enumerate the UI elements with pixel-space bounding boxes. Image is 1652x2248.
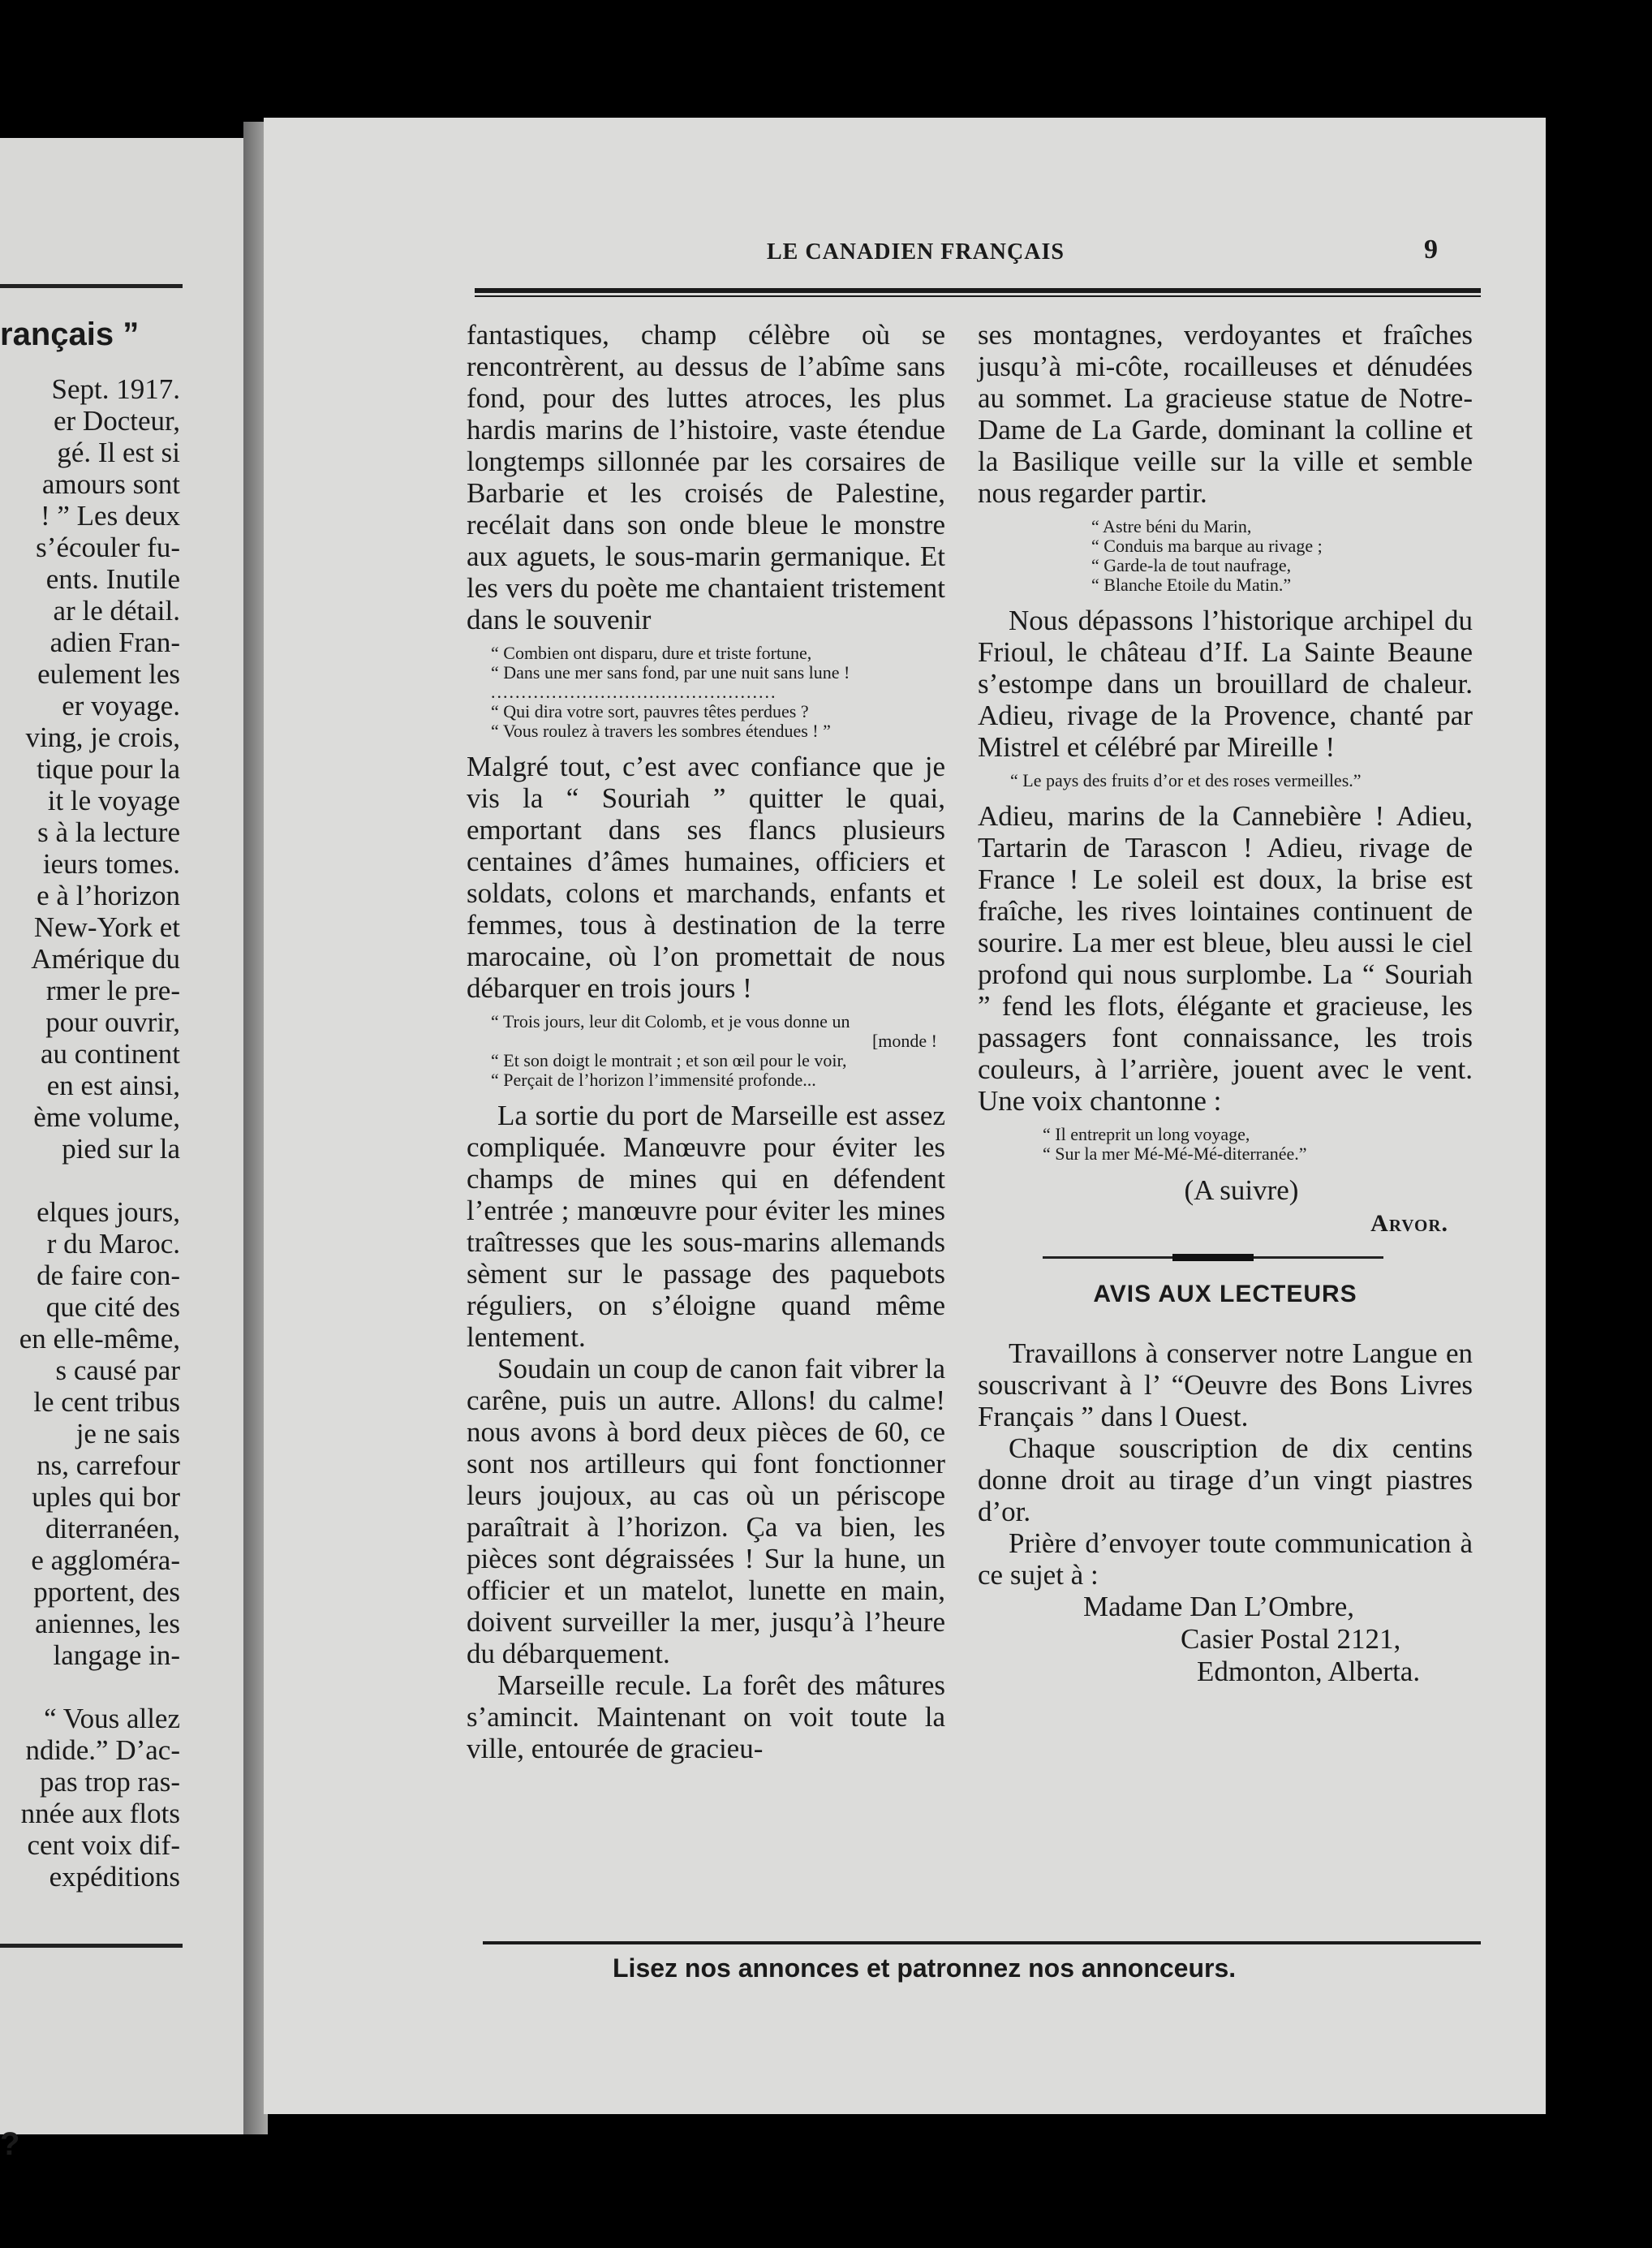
left-page-line: ndide.” D’ac-	[25, 1734, 180, 1766]
section-separator	[1043, 1251, 1383, 1264]
verse-quote	[978, 771, 1473, 790]
paragraph: Malgré tout, c’est avec confiance que je vis la “ Souriah ” quitter le quai, emportant dans ses flancs plusieurs centaines d’âmes humaines, officiers et soldats, colons et marchands, enfants et femmes, tous à destination de la terre marocaine, où l’on promettait de nous débarquer en trois jours !	[467, 751, 945, 1004]
paragraph: ses montagnes, verdoyantes et fraîches jusqu’à mi-côte, rocailleuses et dénudées au sommet. La gracieuse statue de Notre-Dame de La Garde, dominant la colline et la Basilique veille sur la ville et semble nous regarder partir.	[978, 319, 1473, 509]
left-page-line: cent voix dif-	[27, 1829, 180, 1861]
left-page-line: en est ainsi,	[46, 1070, 180, 1101]
verse-line: “ Perçait de l’horizon l’immensité profonde...	[491, 1070, 816, 1090]
left-page-line: ieurs tomes.	[42, 848, 180, 880]
left-page-line: ents. Inutile	[45, 563, 180, 595]
left-page-line: New-York et	[33, 911, 180, 943]
paragraph: Soudain un coup de canon fait vibrer la carêne, puis un autre. Allons! du calme! nous avons à bord deux pièces de 60, ce sont nos artilleurs qui font fonctionner leurs joujoux, au cas où un périscope paraîtrait à l’horizon. Ça va bien, les pièces sont dégraissées ! Sur la hune, un officier et un matelot, lunette en main, doivent surveiller la mer, jusqu’à l’heure du débarquement.	[467, 1353, 945, 1669]
left-page-line: ème volume,	[33, 1101, 180, 1133]
left-page-line: s à la lecture	[37, 816, 180, 848]
paragraph: fantastiques, champ célèbre où se rencontrèrent, au dessus de l’abîme sans fond, pour des luttes atroces, les plus hardis marins de l’histoire, vaste étendue longtemps sillonnée par les corsaires de Barbarie et les croisés de Palestine, recélait dans son onde bleue le monstre aux aguets, le sous-marin germanique. Et les vers du poète me chantaient tristement dans le souvenir	[467, 319, 945, 635]
running-title: LE CANADIEN FRANÇAIS	[767, 239, 1065, 265]
verse-line: “ Blanche Etoile du Matin.”	[1091, 575, 1292, 595]
left-page-line: s causé par	[55, 1354, 180, 1386]
verse-quote	[978, 517, 1473, 595]
left-page-line: le cent tribus	[33, 1386, 180, 1418]
paragraph: La sortie du port de Marseille est assez compliquée. Manœuvre pour éviter les champs de mines qui en défendent l’entrée ; manœuvre pour éviter les mines traîtresses que les sous-marins allemands sèment sur le passage des paquebots réguliers, on s’éloigne quand même lentement.	[467, 1100, 945, 1353]
left-page-line: pas trop ras-	[39, 1766, 180, 1798]
left-page-line: aniennes, les	[35, 1608, 180, 1639]
left-page-line: pied sur la	[62, 1133, 180, 1165]
left-page-line: Sept. 1917.	[51, 373, 180, 405]
left-page-bottom-rule	[0, 1944, 183, 1948]
paragraph: Adieu, marins de la Cannebière ! Adieu, Tartarin de Tarascon ! Adieu, rivage de France ! Le soleil est doux, la brise est fraîche, les rives lointaines continuent de sourire. La mer est bleue, bleu aussi le ciel profond qui nous surplombe. La “ Souriah ” fend les flots, élégante et gracieuse, les passagers font connaissance, les trois couleurs, à l’arrière, jouent avec le vent. Une voix chantonne :	[978, 800, 1473, 1117]
footer-note: Lisez nos annonces et patronnez nos annonceurs.	[613, 1953, 1237, 1983]
verse-line: “ Le pays des fruits d’or et des roses vermeilles.”	[1010, 770, 1362, 790]
verse-line: “ Combien ont disparu, dure et triste fortune,	[491, 643, 812, 663]
author-signature: Arvor.	[1370, 1210, 1448, 1237]
verse-ellipsis: ...............................................	[491, 682, 777, 702]
left-page-line: ns, carrefour	[37, 1449, 180, 1481]
verse-line: “ Vous roulez à travers les sombres étendues ! ”	[491, 721, 831, 741]
left-page-line: eulement les	[37, 658, 180, 690]
left-page-line	[0, 1671, 180, 1703]
left-page-line: ! ” Les deux	[40, 500, 180, 532]
left-page-line: r du Maroc.	[46, 1228, 180, 1260]
left-page-line: pour ouvrir,	[45, 1006, 180, 1038]
left-page-line: er voyage.	[62, 690, 180, 721]
verse-line: “ Garde-la de tout naufrage,	[1091, 555, 1292, 575]
left-page-line: “ Vous allez	[44, 1703, 180, 1734]
verse-quote	[467, 1012, 945, 1090]
paragraph: Marseille recule. La forêt des mâtures s’amincit. Maintenant on voit toute la ville, entourée de gracieu-	[467, 1669, 945, 1764]
left-page-line: de faire con-	[37, 1260, 180, 1291]
verse-line: “ Il entreprit un long voyage,	[1043, 1124, 1250, 1144]
verse-line: “ Et son doigt le montrait ; et son œil pour le voir,	[491, 1050, 847, 1070]
left-page-line: que cité des	[45, 1291, 180, 1323]
left-page-line: e à l’horizon	[37, 880, 180, 911]
left-page-line	[0, 1165, 180, 1196]
left-page-line: rmer le pre-	[45, 975, 180, 1006]
notice-title: AVIS AUX LECTEURS	[1093, 1281, 1357, 1307]
left-page-line: en elle-même,	[19, 1323, 180, 1354]
verse-line: “ Qui dira votre sort, pauvres têtes perdues ?	[491, 701, 809, 721]
paragraph: Nous dépassons l’historique archipel du Frioul, le château d’If. La Sainte Beaune s’estompe dans un brouillard de chaleur. Adieu, rivage de la Provence, chanté par Mistrel et célébré par Mireille !	[978, 605, 1473, 763]
column-right	[978, 319, 1473, 1688]
left-page-title: rançais ”	[0, 317, 140, 352]
verse-line: “ Dans une mer sans fond, par une nuit sans lune !	[491, 662, 850, 683]
left-page-bottom-mark: ?	[0, 2126, 20, 2162]
left-page-line: nnée aux flots	[20, 1798, 180, 1829]
notice-paragraph: Chaque souscription de dix centins donne droit au tirage d’un vingt piastres d’or.	[978, 1432, 1473, 1527]
left-page-line: langage in-	[53, 1639, 180, 1671]
verse-line: “ Astre béni du Marin,	[1091, 516, 1252, 536]
verse-line: [monde !	[871, 1031, 937, 1051]
verse-quote	[467, 644, 945, 741]
left-page-line: je ne sais	[75, 1418, 180, 1449]
left-page-line: amours sont	[41, 468, 180, 500]
left-page-line: diterranéen,	[45, 1513, 180, 1544]
left-page-line: adien Fran-	[49, 627, 180, 658]
column-left	[467, 319, 945, 1764]
left-page-text	[0, 373, 180, 1893]
left-page-line: pportent, des	[33, 1576, 180, 1608]
magazine-page	[264, 118, 1546, 2114]
to-be-continued: (A suivre)	[1184, 1174, 1299, 1206]
header-rule-thin	[475, 295, 1481, 297]
left-page-top-rule	[0, 284, 183, 288]
verse-line: “ Conduis ma barque au rivage ;	[1091, 536, 1323, 556]
left-page-line: Amérique du	[31, 943, 180, 975]
separator-ornament	[1172, 1254, 1254, 1261]
left-page-line: e aggloméra-	[31, 1544, 180, 1576]
verse-quote	[978, 1125, 1473, 1164]
left-page-line: au continent	[40, 1038, 180, 1070]
left-page-line: uples qui bor	[32, 1481, 180, 1513]
left-page-line: ving, je crois,	[25, 721, 180, 753]
address-line: Madame Dan L’Ombre,	[1083, 1591, 1355, 1622]
left-page-line: elques jours,	[37, 1196, 180, 1228]
mailing-address	[978, 1591, 1473, 1688]
left-page-line: s’écouler fu-	[36, 532, 180, 563]
page-number: 9	[1424, 235, 1438, 265]
page-header	[264, 235, 1473, 272]
notice-paragraph: Travaillons à conserver notre Langue en souscrivant à l’ “Oeuvre des Bons Livres Français ” dans l Ouest.	[978, 1337, 1473, 1432]
left-page-line: er Docteur,	[53, 405, 180, 437]
notice-paragraph: Prière d’envoyer toute communication à ce sujet à :	[978, 1527, 1473, 1591]
verse-line: “ Sur la mer Mé-Mé-Mé-diterranée.”	[1043, 1143, 1307, 1164]
header-rule	[475, 288, 1481, 293]
left-page-line: it le voyage	[47, 785, 180, 816]
left-page-line: ar le détail.	[53, 595, 180, 627]
footer-rule	[483, 1941, 1481, 1944]
address-line: Edmonton, Alberta.	[1197, 1656, 1421, 1687]
address-line: Casier Postal 2121,	[1181, 1623, 1401, 1655]
verse-line: “ Trois jours, leur dit Colomb, et je vous donne un	[491, 1011, 850, 1031]
left-page-line: gé. Il est si	[57, 437, 180, 468]
left-page-line: tique pour la	[37, 753, 180, 785]
left-page-fragment	[0, 138, 243, 2162]
left-page-line: expéditions	[49, 1861, 180, 1893]
